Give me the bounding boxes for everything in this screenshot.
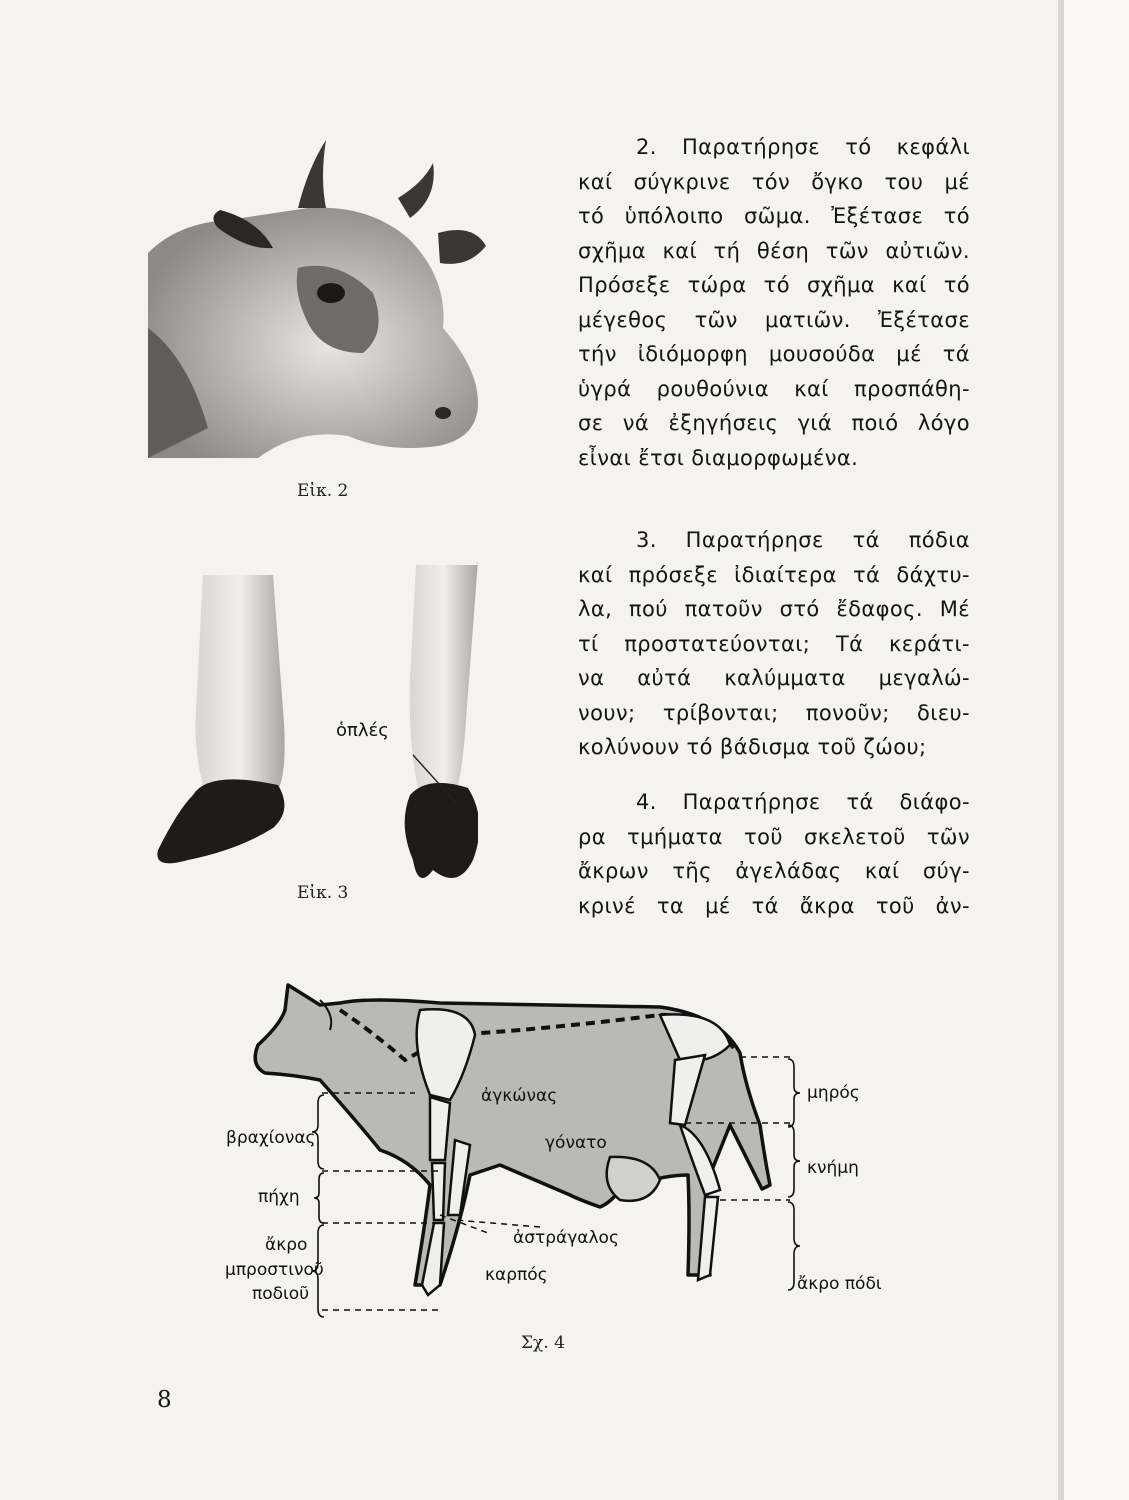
text-line: 2. Παρατήρησε τό κεφάλι [636, 135, 970, 159]
cow-hooves-photo [148, 560, 478, 880]
text-line: τήν ἰδιόμορφη μουσούδα μέ τά [578, 342, 970, 366]
cow-head-photo [148, 128, 493, 463]
text-line: καί πρόσεξε ἰδιαίτερα τά δάχτυ- [578, 562, 970, 587]
label-agkonas: ἀγκώνας [481, 1086, 558, 1106]
text-line: Πρόσεξε τώρα τό σχῆμα καί τό [578, 273, 970, 297]
figure-2-caption: Εἰκ. 2 [297, 481, 349, 501]
paragraph-2 [578, 130, 970, 475]
label-karpos: καρπός [485, 1265, 548, 1285]
text-line: ἄκρων τῆς ἀγελάδας καί σύγ- [578, 859, 970, 883]
text-line: κολύνουν τό βάδισμα τοῦ ζώου; [578, 735, 927, 759]
text-line: νουν; τρίβονται; πονοῦν; διευ- [578, 700, 970, 725]
figure-3-caption: Εἰκ. 3 [297, 883, 349, 903]
text-line: να αὐτά καλύμματα μεγαλώ- [578, 666, 970, 690]
label-knimi: κνήμη [807, 1158, 859, 1178]
text-line: εἶναι ἔτσι διαμορφωμένα. [578, 445, 859, 470]
text-line: καί σύγκρινε τόν ὄγκο του μέ [578, 169, 970, 194]
text-line: τό ὑπόλοιπο σῶμα. Ἐξέτασε τό [578, 204, 970, 228]
label-pichi: πήχη [258, 1187, 300, 1207]
label-akro-podi: ἄκρο πόδι [797, 1274, 882, 1294]
label-gonato: γόνατο [545, 1133, 607, 1153]
text-line: λα, πού πατοῦν στό ἔδαφος. Μέ [578, 597, 970, 621]
label-astragalos: ἀστράγαλος [513, 1228, 619, 1248]
paragraph-3 [578, 523, 970, 765]
label-akro-front-1: ἄκρο [265, 1235, 308, 1255]
label-akro-front-2: μπροστινοῦ [225, 1260, 324, 1280]
text-line: μέγεθος τῶν ματιῶν. Ἐξέτασε [578, 307, 970, 332]
text-line: σε νά ἐξηγήσεις γιά ποιό λόγο [578, 411, 970, 435]
figure-4-caption: Σχ. 4 [521, 1333, 565, 1353]
text-line: τί προστατεύονται; Τά κεράτι- [578, 631, 970, 656]
text-line: 3. Παρατήρησε τά πόδια [636, 528, 970, 552]
label-akro-front-3: ποδιοῦ [252, 1284, 310, 1304]
hooves-label: ὁπλές [336, 720, 389, 741]
next-page-margin [1064, 0, 1129, 1500]
text-line: ὑγρά ρουθούνια καί προσπάθη- [578, 376, 970, 401]
text-line: σχῆμα καί τή θέση τῶν αὐτιῶν. [578, 238, 970, 263]
paragraph-4 [578, 785, 970, 923]
page-number: 8 [157, 1387, 172, 1413]
text-line: κρινέ τα μέ τά ἄκρα τοῦ ἀν- [578, 893, 970, 918]
label-miros: μηρός [807, 1083, 860, 1103]
text-line: ρα τμήματα τοῦ σκελετοῦ τῶν [578, 824, 970, 849]
label-brachionas: βραχίονας [226, 1128, 316, 1148]
text-line: 4. Παρατήρησε τά διάφο- [636, 790, 970, 814]
